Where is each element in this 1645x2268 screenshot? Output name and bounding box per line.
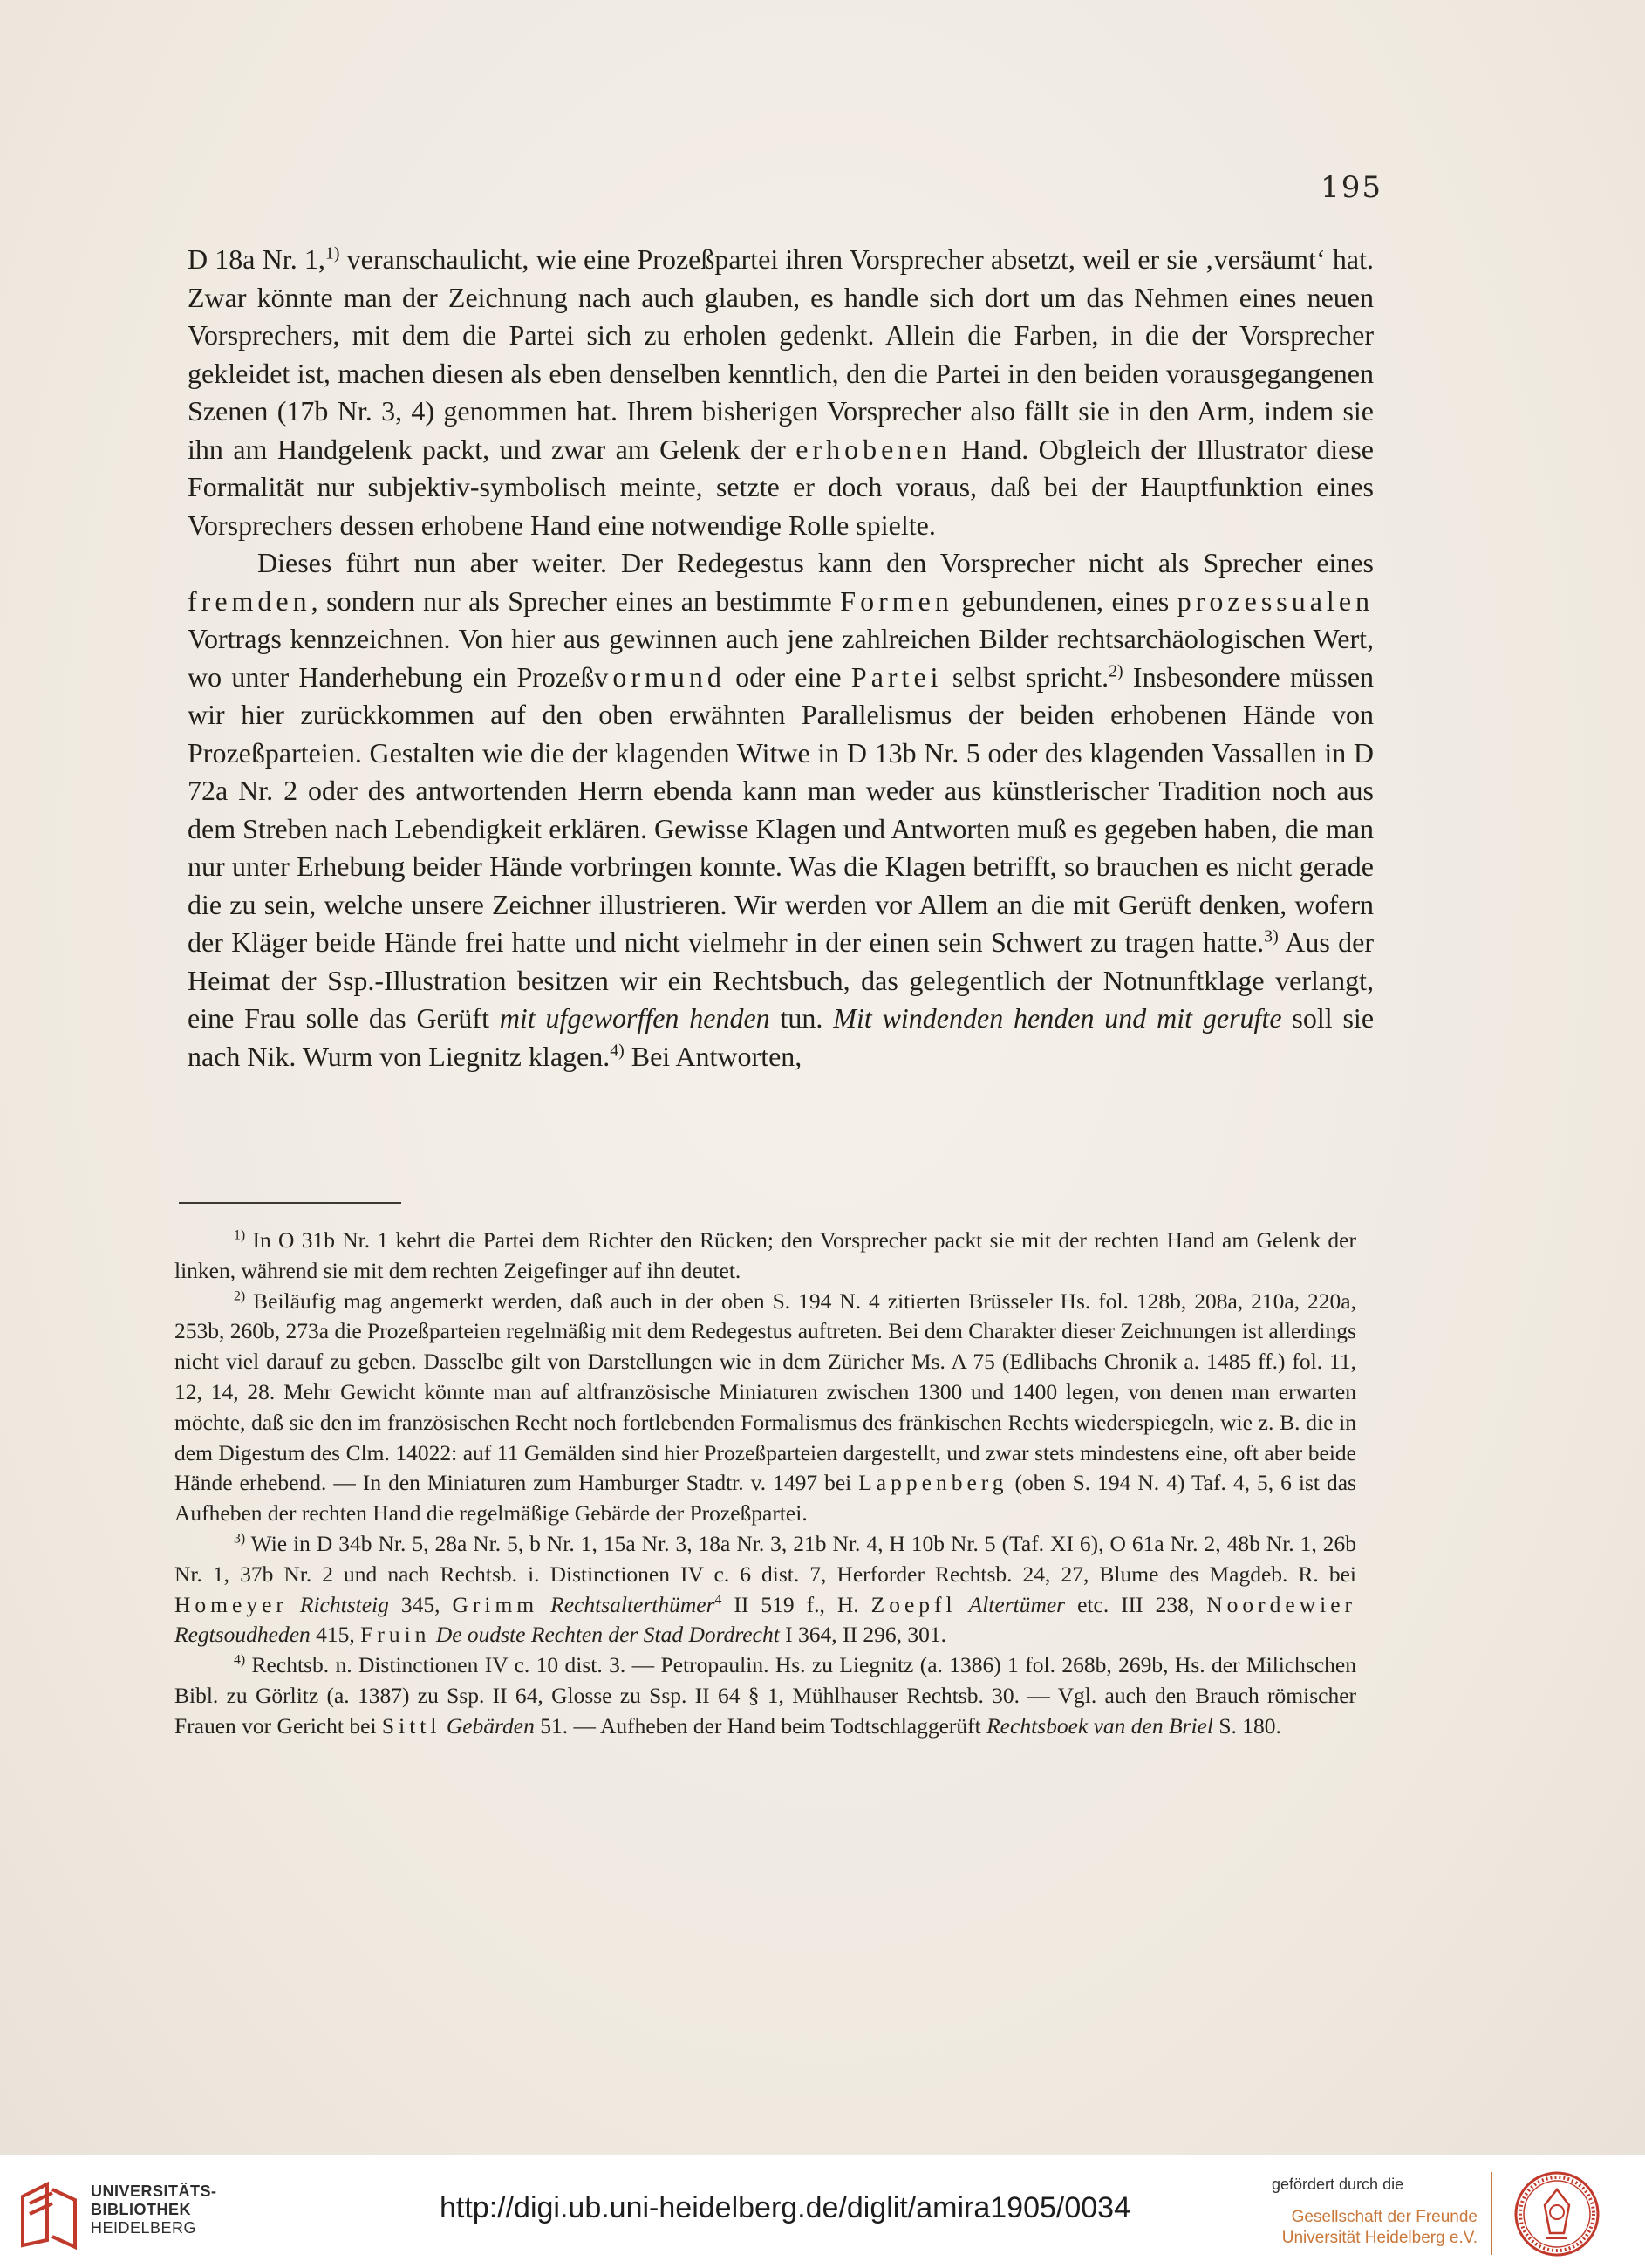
text-run: In O 31b Nr. 1 kehrt die Partei dem Richter den Rücken; den Vorsprecher packt sie mit der rechten Hand am Gelenk der linken, während sie mit dem rechten Zeigefinger auf ihn deutet. [174, 1227, 1356, 1283]
spaced-text: Homeyer [174, 1591, 288, 1617]
spaced-text: erhobenen [795, 433, 952, 465]
italic-text: De oudste Rechten der Stad Dordrecht [435, 1622, 780, 1648]
spaced-text: prozessualen [1177, 584, 1375, 617]
library-line-3: HEIDELBERG [91, 2219, 197, 2237]
footnotes [174, 1226, 1356, 1742]
footnote-marker: 4) [234, 1652, 246, 1668]
text-run: 345, [388, 1591, 453, 1617]
sponsor-divider [1491, 2172, 1492, 2255]
footnote-marker: 3) [1264, 926, 1279, 946]
university-library-logo-icon [17, 2179, 82, 2251]
italic-text: Rechtsalterthümer [550, 1591, 715, 1617]
text-run: Wie in D 34b Nr. 5, 28a Nr. 5, b Nr. 1, 15a Nr. 3, 18a Nr. 3, 21b Nr. 4, H 10b Nr. 5 (Taf. XI 6), O 61a Nr. 2, 48b Nr. 1, 26b Nr. 1, 37b Nr. 2 und nach Rechtsb. i. Distinctionen IV c. 6 dist. 7, Herforder Rechtsb. 24, 27, Blume des Magdeb. R. bei [174, 1530, 1356, 1587]
main-text [188, 241, 1374, 1076]
spaced-text: Lappenberg [858, 1470, 1008, 1496]
spaced-text: Fruin [360, 1622, 431, 1648]
paragraph [188, 241, 1374, 544]
footnote-1 [174, 1226, 1356, 1287]
spaced-text: vormund [594, 660, 726, 693]
paragraph [188, 544, 1374, 1076]
page-number: 195 [1321, 170, 1382, 205]
footnote-marker: 1) [324, 243, 340, 263]
text-run: , sondern nur als Sprecher eines an bestimmte [311, 584, 841, 617]
spaced-text: Formen [840, 584, 953, 617]
text-run: tun. [769, 1002, 834, 1034]
sponsor-label: gefördert durch die [1272, 2176, 1404, 2193]
text-run [538, 1592, 550, 1617]
text-run: veranschaulicht, wie eine Prozeßpartei ihren Vorsprecher absetzt, weil er sie ‚versäumt‘ hat. Zwar könnte man der Zeichnung nach auch glauben, es handle sich dort um das Nehmen eines neuen Vorsprechers, mit dem die Partei sich zu erholen gedenkt. Allein die Farben, in die der Vorsprecher gekleidet ist, machen diesen als eben denselben kenntlich, den die Partei in den beiden vorausgegangenen Szenen (17b Nr. 3, 4) genommen hat. Ihrem bisherigen Vorsprecher also fällt sie in den Arm, indem sie ihn am Handgelenk packt, und zwar am Gelenk der [188, 243, 1375, 465]
text-run: Insbesondere müssen wir hier zurückkommen auf den oben erwähnten Parallelismus der beiden erhobenen Hände von Prozeßparteien. Gestalten wie die der klagenden Witwe in D 13b Nr. 5 oder des klagenden Vassallen in D 72a Nr. 2 oder des antwortenden Herrn ebenda kann man weder aus künstlerischer Tradition noch aus dem Streben nach Lebendigkeit erklären. Gewisse Klagen und Antworten muß es gegeben haben, die man nur unter Erhebung beider Hände vorbringen konnte. Was die Klagen betrifft, so brauchen es nicht gerade die zu sein, welche unsere Zeichner illustrieren. Wir werden vor Allem an die mit Gerüft denken, wofern der Kläger beide Hände frei hatte und nicht vielmehr in der einen sein Schwert zu tragen hatte. [188, 660, 1375, 958]
text-run: soll sie nach Nik. Wurm von Liegnitz klagen. [188, 1002, 1375, 1072]
text-run: oder eine [725, 660, 851, 693]
text-run: Hand. Obgleich der Illustrator diese Formalität nur subjektiv-symbolisch meinte, setzte er doch voraus, daß bei der Hauptfunktion eines Vorsprechers dessen erhobene Hand eine notwendige Rolle spielte. [188, 433, 1374, 541]
text-run: Rechtsb. n. Distinctionen IV c. 10 dist. 3. — Petropaulin. Hs. zu Liegnitz (a. 1386) 1 fol. 268b, 269b, Hs. der Milichschen Bibl. zu Görlitz (a. 1387) zu Ssp. II 64, Glosse zu Ssp. II 64 § 1, Mühlhauser Rechtsb. 30. — Vgl. auch den Brauch römischer Frauen vor Gericht bei [174, 1652, 1356, 1739]
text-run: S. 180. [1212, 1712, 1281, 1739]
text-run: D 18a Nr. 1, [188, 243, 325, 275]
italic-text: Gebärden [446, 1712, 535, 1739]
footnote-marker: 1) [234, 1227, 246, 1243]
text-run: Aus der Heimat der Ssp.-Illustration besitzen wir ein Rechtsbuch, das gelegentlich der Notnunftklage verlangt, eine Frau solle das Gerüft [188, 926, 1375, 1034]
text-run: (oben S. 194 N. 4) Taf. 4, 5, 6 ist das Aufheben der rechten Hand die regelmäßige Gebärde der Prozeßpartei. [174, 1470, 1356, 1527]
text-run: 415, [310, 1622, 361, 1648]
spaced-text: Sittl [381, 1712, 441, 1739]
footnote-2 [174, 1287, 1356, 1529]
spaced-text: Grimm [452, 1591, 539, 1617]
italic-text: Regtsoudheden [174, 1622, 311, 1648]
text-run: 51. — Aufheben der Hand beim Todtschlaggerüft [534, 1712, 987, 1739]
spaced-text: Noordewier [1206, 1591, 1357, 1617]
footnote-4 [174, 1650, 1356, 1741]
spaced-text: fremden [188, 584, 311, 617]
footer-bar [0, 2155, 1645, 2268]
italic-text: Altertümer [968, 1591, 1066, 1617]
footnote-marker: 4 [714, 1592, 722, 1608]
text-run: II 519 f., H. [721, 1591, 871, 1617]
sponsor-name [1280, 2207, 1478, 2249]
text-run: selbst spricht. [942, 660, 1109, 693]
text-run: Dieses führt nun aber weiter. Der Redegestus kann den Vorsprecher nicht als Sprecher eines [257, 547, 1374, 578]
italic-text: Rechtsboek van den Briel [986, 1712, 1213, 1739]
italic-text: Richtsteig [299, 1591, 389, 1617]
text-run: gebundenen, eines [952, 584, 1177, 617]
italic-text: Mit windenden henden und mit gerufte [833, 1002, 1282, 1034]
library-line-1: UNIVERSITÄTS- [91, 2183, 217, 2200]
footnote-marker: 3) [234, 1531, 246, 1547]
italic-text: mit ufgeworffen henden [499, 1002, 770, 1034]
sponsor-line-2: Universität Heidelberg e.V. [1281, 2229, 1478, 2247]
text-run [288, 1592, 300, 1617]
footnote-marker: 4) [610, 1040, 625, 1060]
footnote-3 [174, 1529, 1356, 1650]
spaced-text: Partei [850, 660, 943, 693]
spaced-text: Zoepfl [870, 1591, 957, 1617]
library-name [91, 2183, 217, 2237]
sponsor-line-1: Gesellschaft der Freunde [1291, 2208, 1478, 2226]
footnote-divider [179, 1202, 401, 1204]
footnote-marker: 2) [1109, 660, 1123, 680]
text-run: Vortrags kennzeichnen. Von hier aus gewinnen auch jene zahlreichen Bilder rechtsarchäologischen Wert, wo unter Handerhebung ein Prozeß [188, 623, 1374, 693]
university-seal-icon [1513, 2170, 1601, 2258]
text-run: Beiläufig mag angemerkt werden, daß auch in der oben S. 194 N. 4 zitierten Brüsseler Hs. fol. 128b, 208a, 210a, 220a, 253b, 260b, 273a die Prozeßparteien regelmäßig mit dem Redegestus auftreten. Bei dem Charakter dieser Zeichnungen ist allerdings nicht viel darauf zu geben. Dasselbe gilt von Darstellungen wie in dem Züricher Ms. A 75 (Edlibachs Chronik a. 1485 ff.) fol. 11, 12, 14, 28. Mehr Gewicht könnte man auf altfranzösische Miniaturen zwischen 1300 und 1400 legen, von denen man erwarten möchte, daß sie den im französischen Recht noch fortlebenden Formalismus des fränkischen Rechts wiederspiegeln, wie z. B. die in dem Digestum des Clm. 14022: auf 11 Gemälden sind hier Prozeßparteien dargestellt, und zwar stets mindestens eine, oft aber beide Hände erhebend. — In den Miniaturen zum Hamburger Stadtr. v. 1497 bei [174, 1288, 1356, 1496]
text-run: Bei Antworten, [624, 1040, 802, 1072]
text-run: etc. III 238, [1065, 1591, 1207, 1617]
footnote-marker: 2) [234, 1288, 246, 1304]
permalink-url[interactable]: http://digi.ub.uni-heidelberg.de/diglit/amira1905/0034 [440, 2191, 1130, 2224]
text-run [957, 1592, 969, 1617]
text-run: I 364, II 296, 301. [779, 1622, 947, 1648]
library-line-2: BIBLIOTHEK [91, 2201, 191, 2218]
